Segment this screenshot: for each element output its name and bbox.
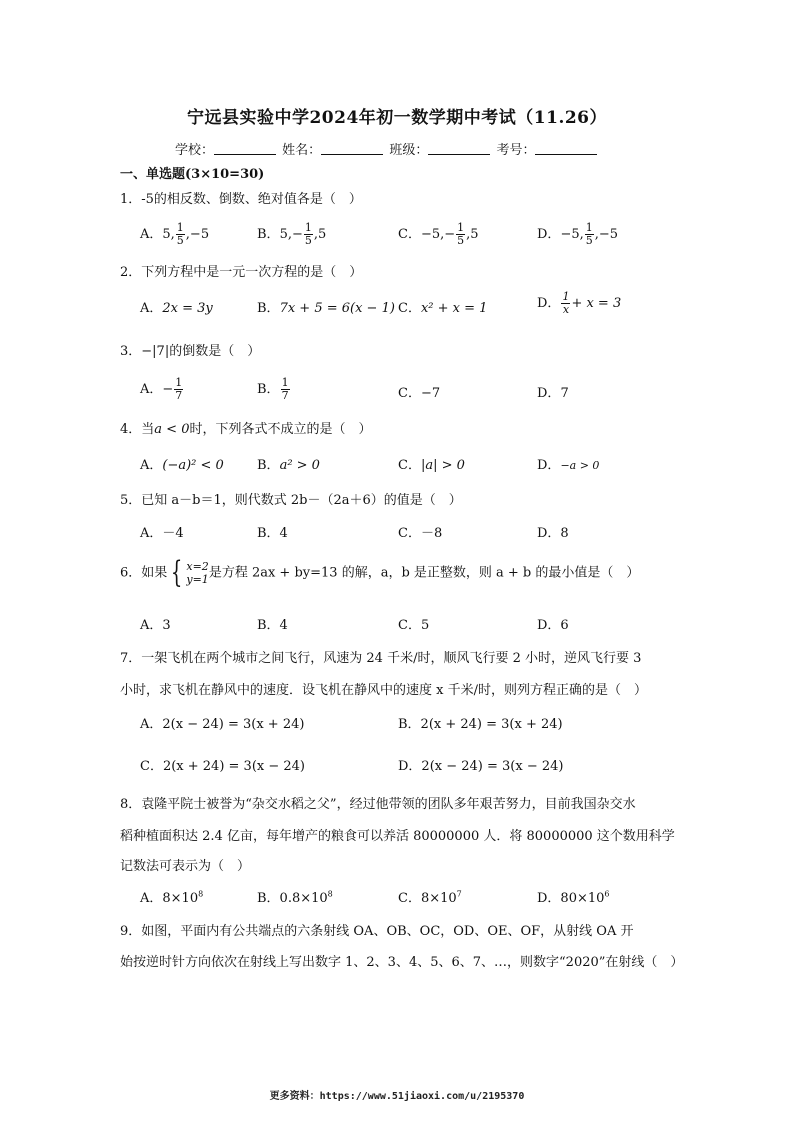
q3-d-label: D． — [537, 386, 561, 401]
equation-system: { x=2 y=1 — [171, 555, 209, 590]
q1-stem: 1．-5的相反数、倒数、绝对值各是（ ） — [120, 192, 362, 207]
q8-c-text: C．8×10 — [398, 891, 457, 906]
q8-a-text: A．8×10 — [140, 891, 199, 906]
q9-line-2: 始按逆时针方向依次在射线上写出数字 1、2、3、4、5、6、7、…，则数字“2020”在射线（ ） — [120, 955, 684, 970]
number-blank[interactable] — [535, 142, 597, 155]
q4-b-text: a² > 0 — [279, 458, 320, 473]
q3-option-b — [257, 377, 291, 402]
q7-line-1: 7．一架飞机在两个城市之间飞行，风速为 24 千米/时，顺风飞行要 2 小时，逆风飞行要 3 — [120, 651, 642, 666]
school-label: 学校： — [175, 143, 215, 158]
q5-option-a: A．－4 — [140, 526, 184, 541]
school-blank[interactable] — [214, 142, 276, 155]
q4-text: 时，下列各式不成立的是（ ） — [189, 422, 372, 437]
q5-option-c: C．－8 — [398, 526, 443, 541]
q3-number: 3． — [120, 344, 142, 359]
q2-a-label: A． — [140, 301, 163, 316]
q6-sys-row2: y=1 — [186, 573, 209, 586]
q4-option-d — [537, 454, 599, 473]
q8-line-3: 记数法可表示为（ ） — [120, 859, 251, 874]
class-label: 班级： — [389, 143, 429, 158]
q4-stem — [120, 418, 371, 437]
class-blank[interactable] — [428, 142, 490, 155]
q1-option-d: D．−5, $\frac{1}{5}$ ,−5 — [537, 221, 619, 247]
q3-option-c — [398, 382, 440, 401]
q1-option-a: A．5, $\frac{1}{5}$ ,−5 — [140, 221, 210, 247]
q4-d-label: D． — [537, 458, 561, 473]
q2-a-text: 2x = 3y — [162, 301, 213, 316]
q8-option-b — [257, 887, 333, 906]
q2-stem: 2．下列方程中是一元一次方程的是（ ） — [120, 265, 363, 280]
q2-c-label: C． — [398, 301, 421, 316]
q6-option-b: B．4 — [257, 618, 288, 633]
q4-option-c — [398, 454, 465, 473]
q4-d-text: −a > 0 — [560, 459, 600, 472]
q4-a-label: A． — [140, 458, 163, 473]
q8-b-exponent: 8 — [327, 889, 333, 899]
q7-option-b: B．2(x + 24) = 3(x + 24) — [398, 717, 563, 732]
q3-b-label: B． — [257, 382, 280, 397]
student-info-line — [175, 139, 599, 158]
frac: $\frac{1}{5}$ — [585, 221, 593, 247]
q5-option-d: D．8 — [537, 526, 569, 541]
q8-b-text: B．0.8×10 — [257, 891, 328, 906]
q5-option-b: B．4 — [257, 526, 288, 541]
frac: $\frac{1}{5}$ — [457, 221, 465, 247]
q8-c-exponent: 7 — [456, 889, 462, 899]
page-title: 宁远县实验中学2024年初一数学期中考试（11.26） — [186, 108, 608, 128]
frac: $\frac{1}{5}$ — [304, 221, 312, 247]
q1-option-b: B．5,− $\frac{1}{5}$ ,5 — [257, 221, 327, 247]
q1-b-label: B． — [257, 227, 280, 242]
q2-b-label: B． — [257, 301, 280, 316]
q4-c-text: |a| > 0 — [420, 458, 465, 473]
q2-d-text: + x = 3 — [571, 296, 622, 311]
q8-line-2: 稻种植面积达 2.4 亿亩，每年增产的粮食可以养活 80000000 人．将 80000000 这个数用科学 — [120, 829, 675, 844]
q8-d-exponent: 6 — [604, 889, 610, 899]
section-heading: 一、单选题(3×10=30) — [120, 167, 265, 182]
q6-sys-row1: x=2 — [186, 560, 209, 573]
q2-option-b — [257, 297, 395, 316]
q7-option-c: C．2(x + 24) = 3(x − 24) — [140, 759, 305, 774]
q3-option-d — [537, 382, 569, 401]
q3-c-text: −7 — [420, 386, 441, 401]
frac: $\frac{1}{7}$ — [281, 376, 289, 402]
q8-line-1: 8．袁隆平院士被誉为“杂交水稻之父”，经过他带领的团队多年艰苦努力，目前我国杂交水 — [120, 797, 636, 812]
q6-number: 6．如果 — [120, 565, 168, 581]
q5-stem: 5．已知 a－b＝1，则代数式 2b－（2a＋6）的值是（ ） — [120, 493, 462, 508]
frac: $\frac{1}{7}$ — [175, 376, 183, 402]
frac: $\frac{1}{5}$ — [176, 221, 184, 247]
q6-text: 是方程 2ax + by=13 的解，a，b 是正整数，则 a + b 的最小值是（ ） — [208, 565, 640, 581]
q4-condition: a < 0 — [154, 422, 190, 437]
q8-option-c — [398, 887, 462, 906]
q7-line-2: 小时，求飞机在静风中的速度．设飞机在静风中的速度 x 千米/时，则列方程正确的是（ ） — [120, 683, 647, 698]
q1-d-label: D． — [537, 227, 561, 242]
frac: $\frac{1}{x}$ — [562, 290, 570, 316]
q4-option-a — [140, 454, 224, 473]
q3-d-text: 7 — [560, 386, 569, 401]
q7-option-d: D．2(x − 24) = 3(x − 24) — [398, 759, 564, 774]
q6-option-d: D．6 — [537, 618, 569, 633]
q2-option-a — [140, 297, 213, 316]
q1-a-label: A． — [140, 227, 163, 242]
q4-option-b — [257, 454, 320, 473]
q2-d-label: D． — [537, 296, 561, 311]
q4-b-label: B． — [257, 458, 280, 473]
q4-number: 4．当 — [120, 422, 155, 437]
q9-line-1: 9．如图，平面内有公共端点的六条射线 OA、OB、OC，OD、OE、OF，从射线 OA 开 — [120, 924, 634, 939]
q8-option-d — [537, 887, 610, 906]
q6-option-c: C．5 — [398, 618, 430, 633]
q6-stem — [120, 555, 640, 590]
q2-option-d — [537, 291, 621, 316]
q3-option-a: A．− $\frac{1}{7}$ — [140, 376, 183, 402]
q1-option-c: C．−5,− $\frac{1}{5}$ ,5 — [398, 221, 479, 247]
q7-option-a: A．2(x − 24) = 3(x + 24) — [140, 717, 305, 732]
q8-a-exponent: 8 — [198, 889, 204, 899]
name-blank[interactable] — [321, 142, 383, 155]
q8-option-a — [140, 887, 203, 906]
q4-a-text: (−a)² < 0 — [162, 458, 224, 473]
q4-c-label: C． — [398, 458, 421, 473]
q3-text: 的倒数是（ ） — [169, 344, 261, 359]
name-label: 姓名： — [282, 143, 322, 158]
q3-c-label: C． — [398, 386, 421, 401]
footer-resource-link[interactable]: 更多资料：https://www.51jiaoxi.com/u/2195370 — [269, 1091, 525, 1102]
q2-option-c — [398, 297, 487, 316]
q3-abs: −|7| — [141, 344, 170, 359]
q8-d-text: D．80×10 — [537, 891, 605, 906]
q3-a-label: A． — [140, 382, 163, 397]
q3-stem — [120, 340, 260, 359]
q6-option-a: A．3 — [140, 618, 171, 633]
q2-b-text: 7x + 5 = 6(x − 1) — [279, 301, 395, 316]
q1-c-label: C． — [398, 227, 421, 242]
q2-c-text: x² + x = 1 — [420, 301, 488, 316]
number-label: 考号： — [496, 143, 536, 158]
